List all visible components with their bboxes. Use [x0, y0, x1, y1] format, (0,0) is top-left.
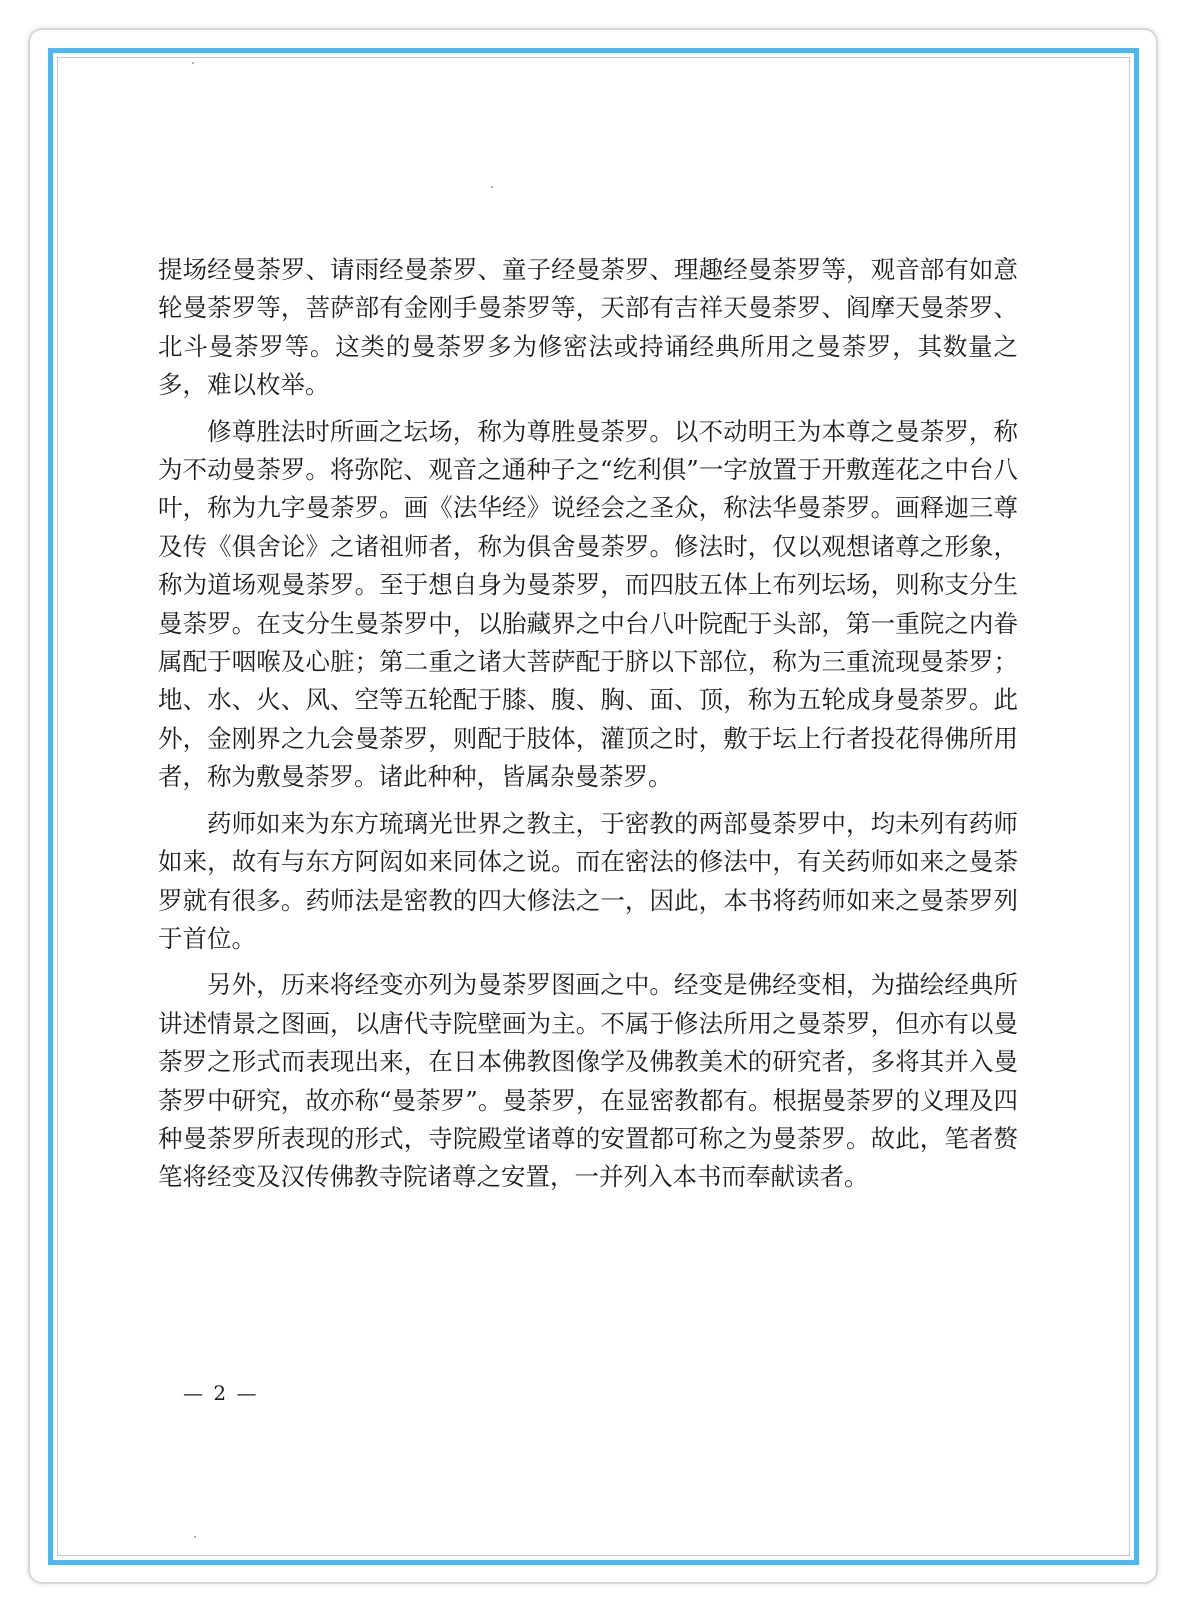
paragraph-continuation: 提场经曼荼罗、请雨经曼荼罗、童子经曼荼罗、理趣经曼荼罗等，观音部有如意轮曼荼罗等，菩萨部有金刚手曼荼罗等，天部有吉祥天曼荼罗、阎摩天曼荼罗、北斗曼荼罗等。这类的曼荼罗多为修密法或持诵经典所用之曼荼罗，其数量之多，难以枚举。: [158, 255, 1018, 400]
paragraph: 药师如来为东方琉璃光世界之教主，于密教的两部曼荼罗中，均未列有药师如来，故有与东方阿闳如来同体之说。而在密法的修法中，有关药师如来之曼荼罗就有很多。药师法是密教的四大修法之一，因此，本书将药师如来之曼荼罗列于首位。: [158, 808, 1018, 953]
scan-speck: [491, 186, 493, 188]
scan-speck: [192, 62, 194, 64]
body-text: [158, 251, 1018, 1205]
scan-speck: [194, 1536, 196, 1538]
page-number: — 2 —: [183, 1381, 259, 1405]
paragraph: 另外，历来将经变亦列为曼荼罗图画之中。经变是佛经变相，为描绘经典所讲述情景之图画，以唐代寺院壁画为主。不属于修法所用之曼荼罗，但亦有以曼荼罗之形式而表现出来，在日本佛教图像学及佛教美术的研究者，多将其并入曼荼罗中研究，故亦称“曼荼罗”。曼荼罗，在显密教都有。根据曼荼罗的义理及四种曼荼罗所表现的形式，寺院殿堂诸尊的安置都可称之为曼荼罗。故此，笔者赘笔将经变及汉传佛教寺院诸尊之安置，一并列入本书而奉献读者。: [158, 970, 1018, 1192]
paragraph: 修尊胜法时所画之坛场，称为尊胜曼荼罗。以不动明王为本尊之曼荼罗，称为不动曼荼罗。将弥陀、观音之通种子之“纥利俱”一字放置于开敷莲花之中台八叶，称为九字曼荼罗。画《法华经》说经会之圣众，称法华曼荼罗。画释迦三尊及传《俱舍论》之诸祖师者，称为俱舍曼荼罗。修法时，仅以观想诸尊之形象，称为道场观曼荼罗。至于想自身为曼荼罗，而四肢五体上布列坛场，则称支分生曼荼罗。在支分生曼荼罗中，以胎藏界之中台八叶院配于头部，第一重院之内眷属配于咽喉及心脏；第二重之诸大菩萨配于脐以下部位，称为三重流现曼荼罗；地、水、火、风、空等五轮配于膝、腹、胸、面、顶，称为五轮成身曼荼罗。此外，金刚界之九会曼荼罗，则配于肢体，灌顶之时，敷于坛上行者投花得佛所用者，称为敷曼荼罗。诸此种种，皆属杂曼荼罗。: [158, 416, 1018, 792]
